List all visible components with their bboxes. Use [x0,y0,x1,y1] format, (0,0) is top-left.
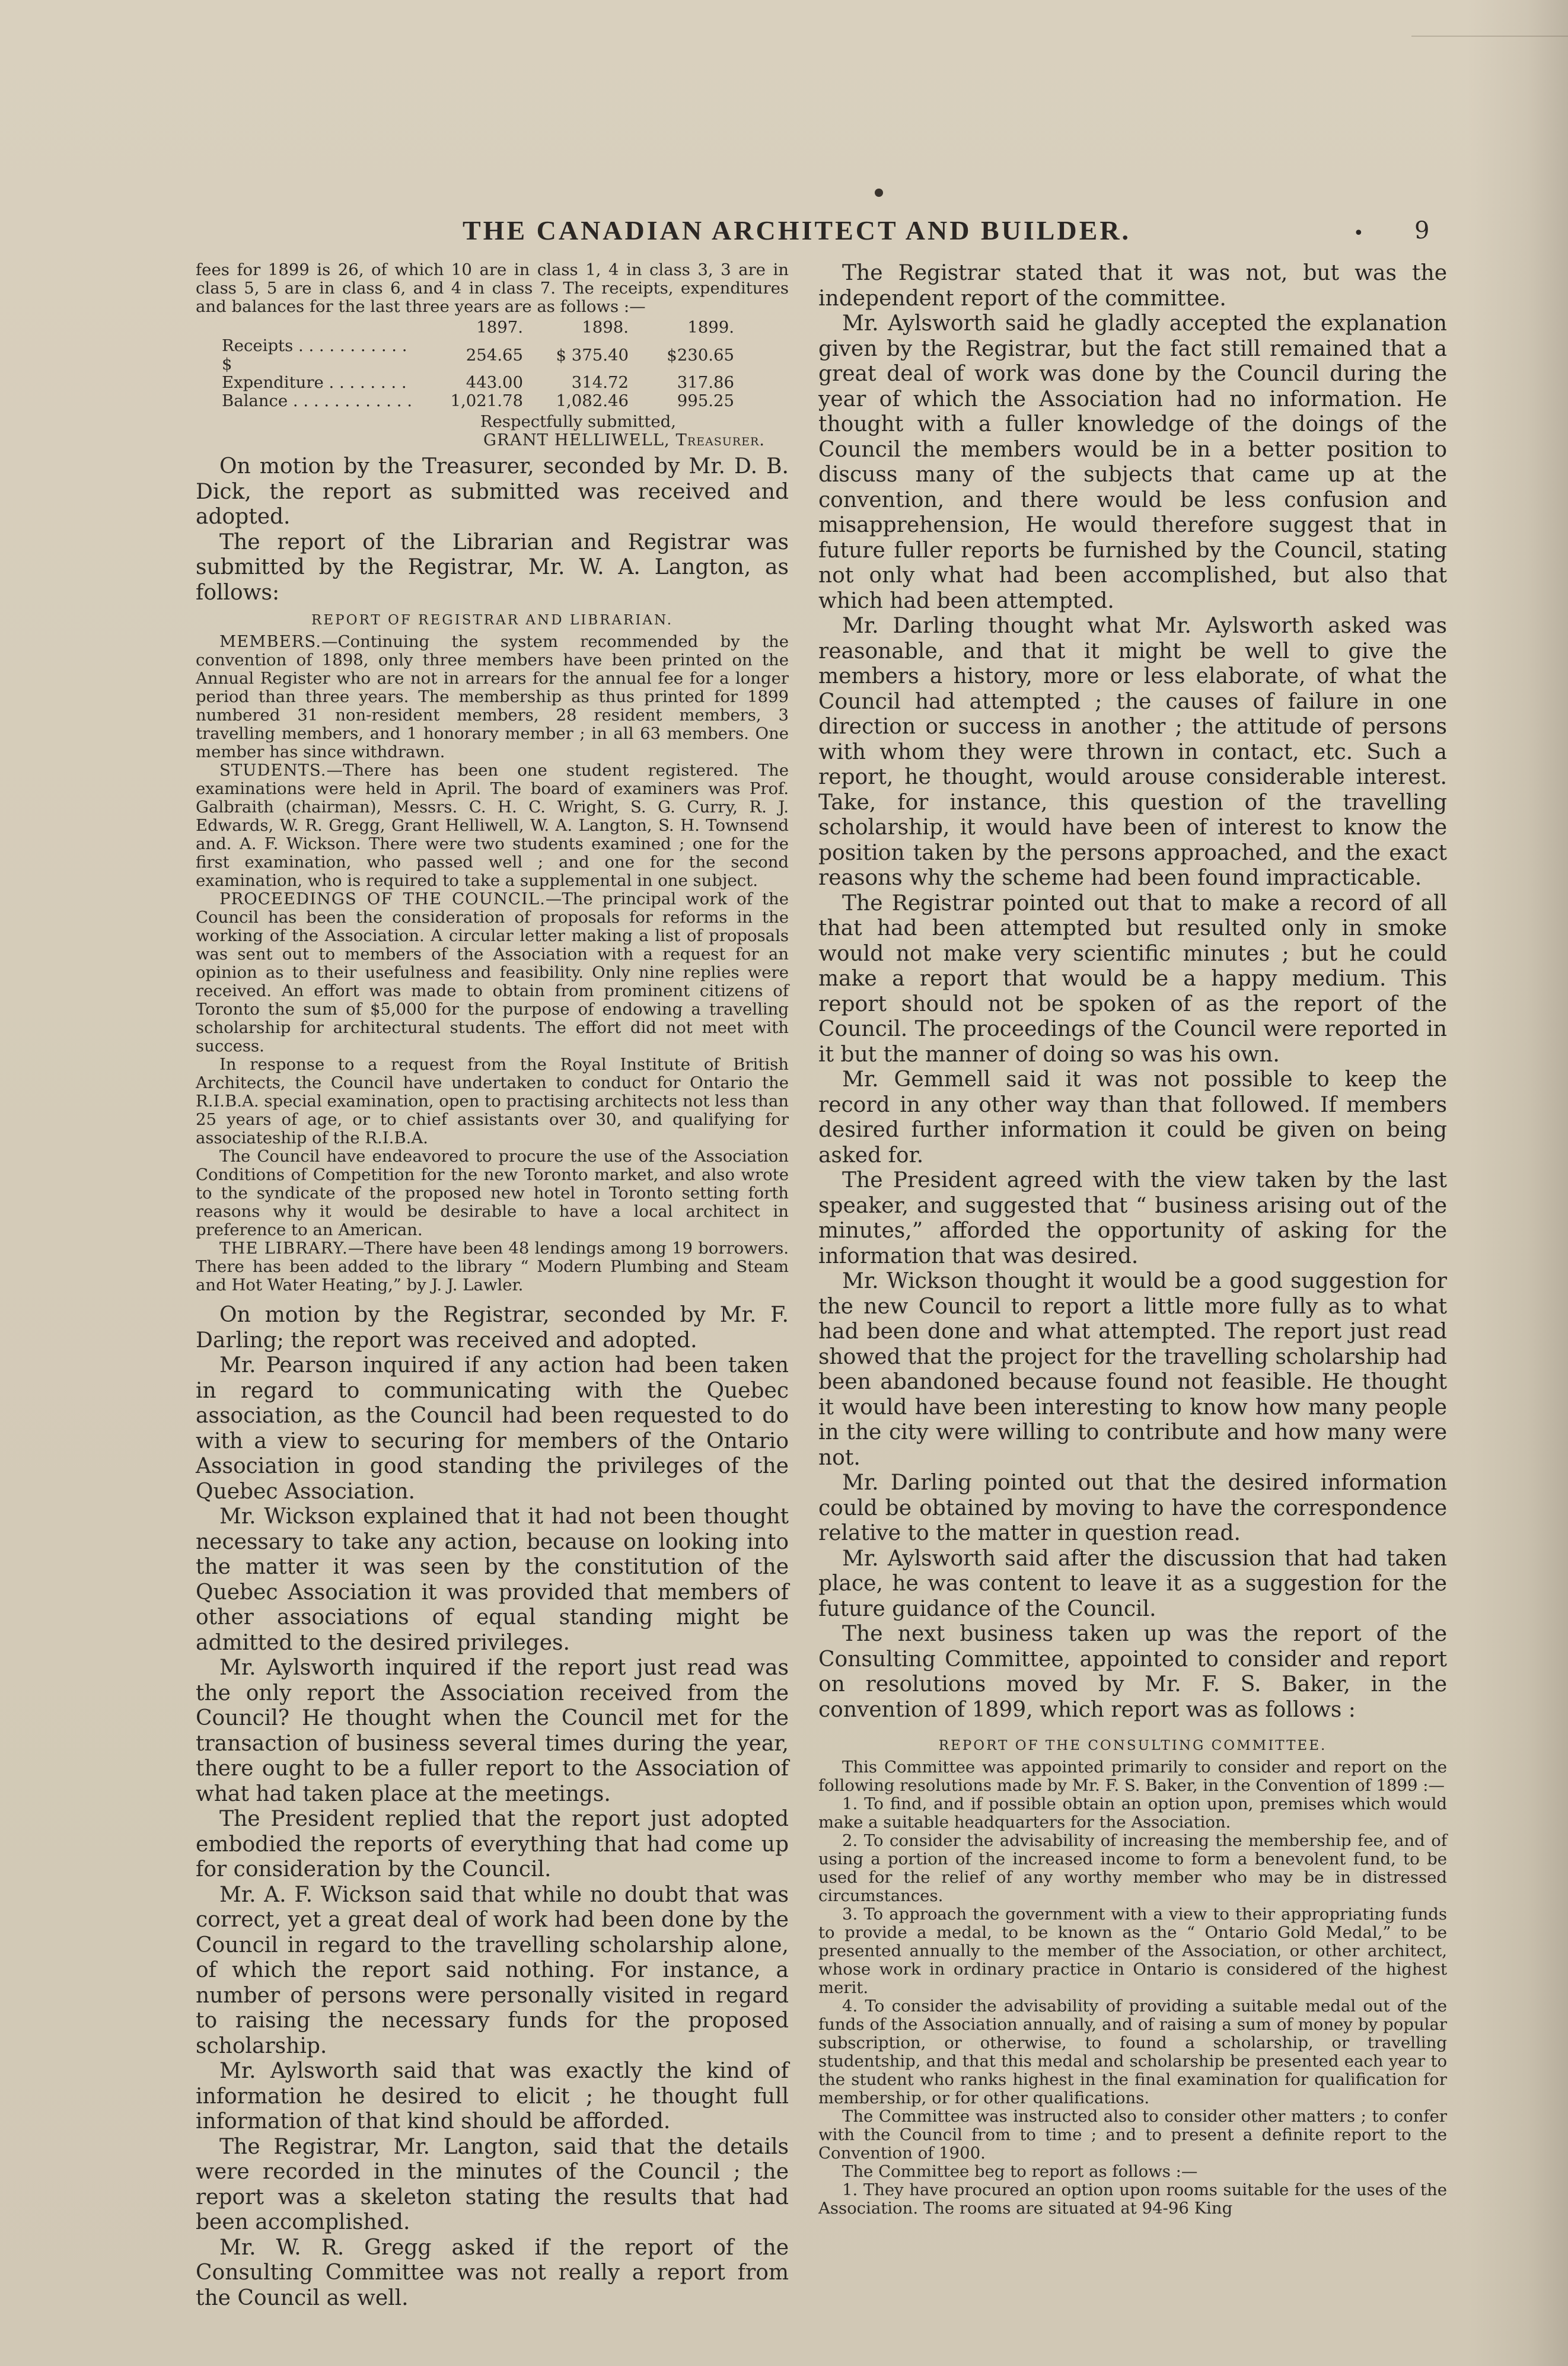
cell: 1,082.46 [556,391,629,410]
running-header [463,215,1471,250]
publication-title: THE CANADIAN ARCHITECT AND BUILDER. [463,215,1132,245]
paragraph: The Registrar pointed out that to make a record of all that had been attempted but resulted only in smoke would not make very scientific minutes ; but he could make a report that would be a happy medium. This report should not be spoken of as the report of the Council. The proceedings of the Council were reported in it but the manner of doing so was his own. [818,891,1447,1067]
paragraph: Mr. Darling pointed out that the desired information could be obtained by moving to have the correspondence relative to the matter in question read. [818,1471,1447,1545]
year-1898: 1898. [582,318,629,337]
section-heading: REPORT OF THE CONSULTING COMMITTEE. [938,1738,1327,1753]
librarian-report-intro: The report of the Librarian and Registrar was submitted by the Registrar, Mr. W. A. Langton, as follows: [196,530,789,605]
right-column [818,261,1447,2218]
paragraph: Mr. Aylsworth said that was exactly the kind of information he desired to elicit ; he thought full information of that kind should be afforded. [196,2059,789,2134]
paragraph: Mr. Aylsworth inquired if the report just read was the only report the Association received from the Council? He thought when the Council met for the transaction of business several times during the year, there ought to be a fuller report to the Association of what had taken place at the meetings. [196,1656,789,1806]
members-paragraph [196,633,789,761]
ink-dot [875,189,883,197]
row-label: Balance . . . . . . . . . . . . [222,391,412,410]
students-text: —There has been one student registered. The examinations were held in April. The board of examiners was Prof. Galbraith (chairman), Messrs. C. H. C. Wright, S. G. Curry, R. J. Edwards, W. R. Gregg, Grant Helliwell, W. A. Langton, S. H. Townsend and. A. F. Wickson. There were two students examined ; one for the first examination, who passed well ; and one for the second examination, who is required to take a supplemental in one subject. [196,761,789,890]
library-text: —There have been 48 lendings among 19 borrowers. There has been added to the library “ Modern Plumbing and Steam and Hot Water Heating,” by J. J. Lawler. [196,1239,789,1294]
row-label: Receipts . . . . . . . . . . . $ [222,336,407,374]
signoff-line: Respectfully submitted, [480,412,676,431]
left-column [196,261,789,2311]
paragraph: Mr. Wickson thought it would be a good suggestion for the new Council to report a little more fully as to what had been done and what attempted. The report just read showed that the project for the travelling scholarship had been abandoned because found not feasible. He thought it would have been interesting to know how many people in the city were willing to contribute and how many were not. [818,1269,1447,1470]
committee-item: 3. To approach the government with a view to their appropriating funds to provide a medal, to be known as the “ Ontario Gold Medal,” to be presented annually to the member of the Association, or other architect, whose work in ordinary practice in Ontario is considered of the highest merit. [818,1905,1447,1997]
riba-paragraph: In response to a request from the Royal Institute of British Architects, the Council have undertaken to conduct for Ontario the R.I.B.A. special examination, open to practising architects not less than 25 years of age, or to chief assistants over 30, and qualifying for associateship of the R.I.B.A. [196,1055,789,1147]
cell: 443.00 [466,373,523,392]
cell: 314.72 [571,373,629,392]
paragraph: The President replied that the report just adopted embodied the reports of everything that had come up for consideration by the Council. [196,1807,789,1882]
paragraph: Mr. A. F. Wickson said that while no doubt that was correct, yet a great deal of work had been done by the Council in regard to the travelling scholarship alone, of which the report said nothing. For instance, a number of persons were personally visited in regard to raising the necessary funds for the proposed scholarship. [196,1882,789,2058]
year-1899: 1899. [687,318,734,337]
library-lead: THE LIBRARY. [219,1239,348,1258]
students-lead: STUDENTS. [219,761,327,780]
committee-item: 2. To consider the advisability of increasing the membership fee, and of using a portion of the increased income to form a benevolent fund, to be used for the relief of any worthy member who may be in distressed circumstances. [818,1831,1447,1905]
table-row [213,337,742,374]
paragraph: Mr. Gemmell said it was not possible to keep the record in any other way than that followed. If members desired further information it could be given on being asked for. [818,1067,1447,1168]
page-edge-shadow [1467,0,1568,2366]
paragraph: Mr. Aylsworth said he gladly accepted the explanation given by the Registrar, but the fact still remained that a great deal of work was done by the Council during the year of which the Association had no information. He thought with a fuller knowledge of the doings of the Council the members would be in a better position to discuss many of the subjects that came up at the convention, and there would be less confusion and misapprehension, He would therefore suggest that in future fuller reports be furnished by the Council, stating not only what had been accomplished, but also that which had been attempted. [818,311,1447,613]
committee-paragraph: The Committee beg to report as follows :— [842,2162,1198,2181]
paragraph: Mr. Aylsworth said after the discussion that had taken place, he was content to leave it as a suggestion for the future guidance of the Council. [818,1546,1447,1621]
committee-paragraph: The Committee was instructed also to consider other matters ; to confer with the Council from to time ; and to present a definite report to the Convention of 1900. [818,2107,1447,2163]
paragraph: Mr. Pearson inquired if any action had been taken in regard to communicating with the Quebec association, as the Council had been requested to do with a view to securing for members of the Ontario Association in good standing the privileges of the Quebec Association. [196,1353,789,1504]
paragraph: Mr. Darling thought what Mr. Aylsworth asked was reasonable, and that it might be well to give the members a history, more or less elaborate, of what the Council had attempted ; the causes of failure in one direction or success in another ; the attitude of persons with whom they were thrown in contact, etc. Such a report, he thought, would arouse considerable interest. Take, for instance, this question of the travelling scholarship, it would have been of interest to know the position taken by the persons approached, and the exact reasons why the scheme had been found impracticable. [818,614,1447,890]
paragraph: The Registrar, Mr. Langton, said that the details were recorded in the minutes of the Council ; the report was a skeleton stating the results that had been accomplished. [196,2134,789,2234]
cell: 995.25 [677,391,734,410]
table-row [213,374,742,392]
committee-item: 1. To find, and if possible obtain an option upon, premises which would make a suitable headquarters for the Association. [818,1794,1447,1832]
committee-paragraph: This Committee was appointed primarily to consider and report on the following resolutions made by Mr. F. S. Baker, in the Convention of 1899 :— [818,1758,1447,1795]
intro-paragraph: fees for 1899 is 26, of which 10 are in class 1, 4 in class 3, 3 are in class 5, 5 are in class 6, and 4 in class 7. The receipts, expenditures and balances for the last three years are as follows :— [196,260,789,316]
motion-paragraph: On motion by the Treasurer, seconded by Mr. D. B. Dick, the report as submitted was received and adopted. [196,454,789,529]
paragraph: Mr. Wickson explained that it had not been thought necessary to take any action, because on looking into the matter it was seen by the constitution of the Quebec Association it was provided that members of other associations of equal standing might be admitted to the desired privileges. [196,1504,789,1655]
page-number: 9 [1414,217,1430,244]
paragraph: Mr. W. R. Gregg asked if the report of the Consulting Committee was not really a report from the Council as well. [196,2235,789,2310]
members-lead: MEMBERS. [219,632,321,651]
council-paragraph [196,890,789,1056]
header-dot: • [1353,223,1364,244]
paragraph: The Registrar stated that it was not, but was the independent report of the committee. [818,261,1447,311]
committee-item: 4. To consider the advisability of providing a suitable medal out of the funds of the Association annually, and of raising a sum of money by popular subscription, or otherwise, to found a scholarship, or travelling studentship, and that this medal and scholarship be presented each year to the student who ranks highest in the final examination for qualification for membership, or for other qualifications. [818,1997,1447,2107]
table-header-row [213,318,742,337]
cell: $ 375.40 [556,345,629,365]
paragraph: The next business taken up was the report of the Consulting Committee, appointed to consider and report on resolutions moved by Mr. F. S. Baker, in the convention of 1899, which report was as follows : [818,1622,1447,1722]
council-lead: PROCEEDINGS OF THE COUNCIL. [219,889,546,908]
signoff-name: GRANT HELLIWELL, Treasurer. [483,431,765,449]
committee-item: 1. They have procured an option upon rooms suitable for the uses of the Association. The rooms are situated at 94-96 King [818,2180,1447,2218]
table-row [213,392,742,410]
paragraph: The President agreed with the view taken by the last speaker, and suggested that “ business arising out of the minutes,” afforded the opportunity of asking for the information that was desired. [818,1168,1447,1268]
council-text: —The principal work of the Council has been the consideration of proposals for reforms in the working of the Association. A circular letter making a list of proposals was sent out to members of the Association with a request for an opinion as to their usefulness and feasibility. Only nine replies were received. An effort was made to obtain from prominent citizens of Toronto the sum of $5,000 for the purpose of endowing a travelling scholarship for architectural students. The effort did not meet with success. [196,889,789,1056]
financial-table [213,318,742,410]
cell: $230.65 [667,345,734,365]
market-paragraph: The Council have endeavored to procure the use of the Association Conditions of Competition for the new Toronto market, and also wrote to the syndicate of the proposed new hotel in Toronto setting forth reasons why it would be desirable to have a local architect in preference to an American. [196,1147,789,1239]
members-text: —Continuing the system recommended by the convention of 1898, only three members have been printed on the Annual Register who are not in arrears for the annual fee for a longer period than three years. The membership as thus printed for 1899 numbered 31 non-resident members, 28 resident members, 3 travelling members, and 1 honorary member ; in all 63 members. One member has since withdrawn. [196,632,789,761]
cell: 254.65 [466,345,523,365]
year-1897: 1897. [476,318,523,337]
section-heading: REPORT OF REGISTRAR AND LIBRARIAN. [311,613,673,628]
page-fold-line [1411,0,1568,37]
library-paragraph [196,1239,789,1294]
cell: 317.86 [677,373,734,392]
row-label: Expenditure . . . . . . . . [222,373,407,392]
cell: 1,021.78 [450,391,523,410]
students-paragraph [196,761,789,890]
paragraph: On motion by the Registrar, seconded by Mr. F. Darling; the report was received and adopted. [196,1303,789,1353]
